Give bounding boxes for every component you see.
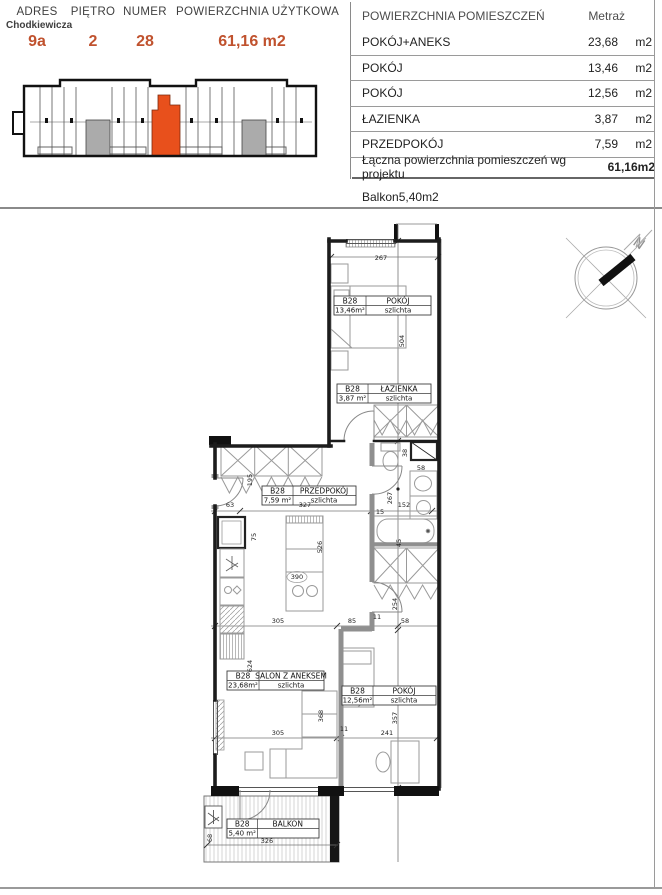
dimension-label: 75 [250, 532, 258, 542]
table-cell: m2 [635, 35, 652, 50]
room-label-text: POKÓJ [392, 686, 416, 696]
table-total-row [350, 153, 655, 181]
balcony-value: 5,40 [398, 189, 423, 204]
room-label-text: B28 [270, 486, 285, 496]
toilet-cistern [381, 443, 400, 451]
total-unit: m2 [637, 160, 655, 174]
room-label-pokój [334, 296, 431, 315]
dimension-label: 63 [225, 501, 235, 509]
table-cell: 7,59 [594, 137, 618, 152]
table-row [350, 107, 655, 133]
toilet [383, 452, 398, 471]
dimension-label: 326 [260, 837, 274, 845]
address-label: ADRES [16, 6, 58, 18]
table-balcony-row [350, 186, 655, 208]
address-value: 9a [28, 33, 46, 50]
room-label-balkon [227, 819, 319, 838]
room-label-text: POKÓJ [386, 296, 410, 306]
room-label-text: B28 [345, 384, 360, 394]
table-cell: m2 [635, 111, 652, 126]
washbasin [415, 476, 432, 491]
dimension-label: 152 [397, 501, 411, 509]
room-label-text: B28 [350, 686, 365, 696]
room-label-text: 13,46m² [335, 306, 365, 315]
room-label-text: szlichta [384, 306, 412, 315]
room-label-text: B28 [234, 819, 250, 829]
table-cell: 23,68 [587, 35, 618, 50]
dimension-label: 390 [290, 573, 304, 581]
header-address [6, 6, 73, 51]
desk [391, 741, 419, 783]
dimension-label: 305 [271, 729, 285, 737]
cooktop-burner [293, 586, 304, 597]
dimension-label: 624 [246, 659, 254, 673]
room-label-text: szlichta [277, 681, 305, 690]
table-cell: POKÓJ [362, 86, 403, 101]
table-cell: 12,56 [587, 86, 618, 101]
table-unit-header: Metraż [588, 9, 625, 23]
dimension-label: 368 [317, 709, 325, 723]
dimension-label: 305 [271, 617, 285, 625]
room-label-text: ŁAZIENKA [380, 384, 418, 394]
floor-plan-svg [0, 209, 662, 889]
dimension-label: 85 [347, 617, 357, 625]
table-cell: POKÓJ [362, 60, 403, 75]
nightstand [331, 264, 348, 283]
room-label-text: B28 [342, 296, 358, 306]
table-cell: 3,87 [594, 111, 618, 126]
table-row [350, 30, 655, 56]
open-shelves [220, 634, 244, 659]
dimension-label: 58 [400, 617, 410, 625]
furniture-top-room [331, 264, 406, 370]
total-name: Łączna powierzchnia pomieszczeń wg projektu [362, 153, 567, 181]
table-cell: ŁAZIENKA [362, 111, 421, 126]
nightstand [331, 351, 348, 370]
room-area-table [350, 0, 655, 208]
furniture-right-room [340, 548, 439, 783]
building-overview-plan [0, 68, 345, 170]
dimension-label: 526 [316, 540, 324, 554]
dimension-label: 267 [374, 254, 388, 262]
sink-cabinet [220, 578, 244, 605]
room-label-text: B28 [235, 671, 251, 681]
total-value: 61,16 [607, 160, 638, 174]
dimension-label: 11 [372, 613, 382, 621]
dimension-label: 254 [391, 597, 399, 611]
dimension-label: 58 [416, 464, 426, 472]
dimension-label: 11 [339, 725, 349, 733]
room-label-text: 3,87 m² [338, 394, 367, 403]
table-cell: POKÓJ+ANEKS [362, 35, 451, 50]
north-label: N [629, 234, 648, 254]
table-cell: 13,46 [587, 60, 618, 75]
dimension-label: 195 [246, 473, 254, 487]
balcony-unit: m2 [422, 189, 439, 204]
kitchen-island [286, 516, 323, 611]
room-label-text: 23,68m² [228, 681, 258, 690]
dimension-label: 68 [206, 833, 214, 843]
header-usable-area [176, 6, 340, 51]
dimension-label: 45 [395, 538, 403, 548]
cooktop-burner [307, 586, 318, 597]
room-label-text: 12,56m² [342, 696, 373, 705]
structural-walls [211, 239, 439, 789]
balcony-name: Balkon [362, 189, 399, 204]
usable-area-label: POWIERZCHNIA UŻYTKOWA [176, 6, 340, 18]
room-label-łazienka [337, 384, 431, 403]
table-rows [350, 30, 655, 158]
table-cell: m2 [635, 60, 652, 75]
compass-needle [601, 257, 633, 283]
table-title: POWIERZCHNIA POMIESZCZEŃ [362, 9, 545, 23]
dimension-label: 327 [298, 501, 312, 509]
table-cell: m2 [635, 137, 652, 152]
table-header-row [350, 0, 655, 30]
room-label-text: 7,59 m² [263, 496, 292, 505]
room-label-pokój [342, 686, 436, 705]
balcony-pier [330, 796, 339, 862]
room-label-text: BALKON [272, 819, 303, 829]
dimension-label: 241 [380, 729, 394, 737]
floor-label: PIĘTRO [70, 6, 116, 18]
room-label-salon-z-aneksem [227, 671, 327, 690]
room-label-text: SALON Z ANEKSEM [255, 671, 327, 681]
pillow [343, 651, 371, 664]
floor-value: 2 [88, 33, 98, 50]
room-label-text: 5,40 m² [228, 829, 256, 838]
dimension-label: 504 [398, 334, 406, 348]
number-label: NUMER [123, 6, 167, 18]
address-street: Chodkiewicza [6, 20, 73, 31]
dishwasher [220, 606, 244, 633]
table-row [350, 81, 655, 107]
room-label-text: szlichta [385, 394, 413, 403]
coffee-table [245, 752, 263, 770]
dimension-label: 38 [401, 448, 409, 458]
unit-28-highlight[interactable] [152, 95, 180, 156]
table-cell: m2 [635, 86, 652, 101]
table-row [350, 56, 655, 82]
number-value: 28 [136, 33, 154, 50]
building-left-wing [13, 112, 24, 134]
dimension-label: 15 [375, 508, 385, 516]
dimension-label: 357 [391, 711, 399, 725]
header-floor [70, 6, 116, 51]
room-label-text: szlichta [310, 496, 338, 505]
chair [376, 752, 390, 772]
room-label-text: PRZEDPOKÓJ [299, 486, 349, 496]
room-label-text: szlichta [390, 696, 418, 705]
compass-rose [566, 230, 652, 318]
table-cell: PRZEDPOKÓJ [362, 137, 444, 152]
dimension-label: 267 [386, 491, 394, 505]
hanger-symbols [374, 585, 439, 599]
furniture-salon-kitchen [216, 516, 337, 778]
snowflake-icon [226, 556, 238, 571]
usable-area-value: 61,16 m2 [218, 33, 286, 50]
header-number [119, 6, 171, 51]
